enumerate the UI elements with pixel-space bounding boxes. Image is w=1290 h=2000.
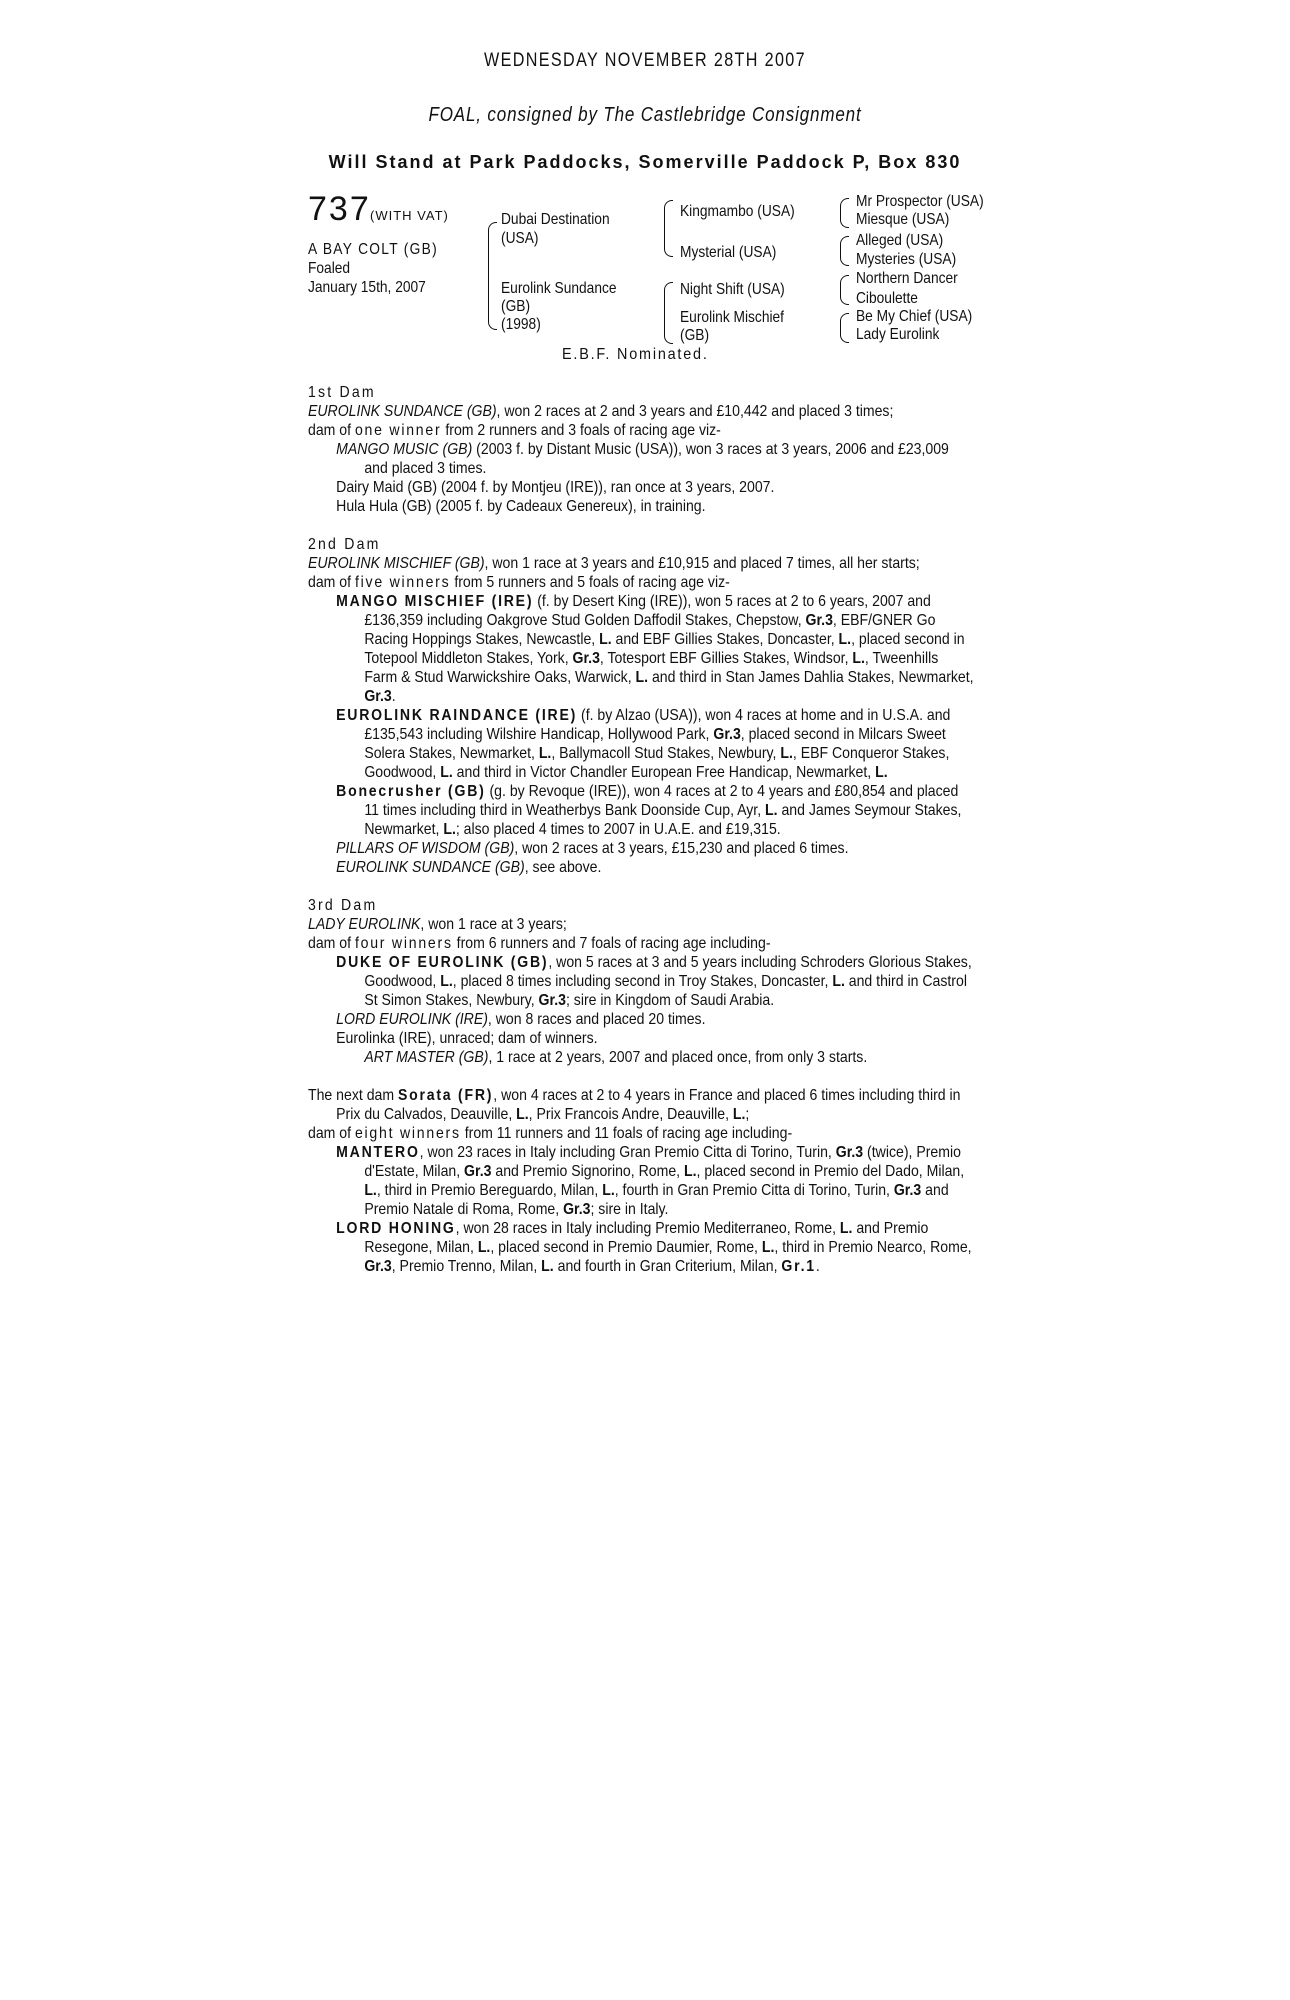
third-dam-line: LADY EUROLINK, won 1 race at 3 years; bbox=[308, 916, 567, 933]
second-dam-produce-4: PILLARS OF WISDOM (GB), won 2 races at 3 years, £15,230 and placed 6 times. bbox=[336, 840, 849, 857]
pedigree-brace-g3 bbox=[840, 275, 849, 305]
g1: Mr Prospector (USA) bbox=[856, 193, 984, 210]
sire-name: Dubai Destination bbox=[501, 211, 610, 228]
ebf-nominated: E.B.F. Nominated. bbox=[562, 346, 709, 363]
next-dam-produce-line: dam of eight winners from 11 runners and 11 foals of racing age including- bbox=[308, 1125, 793, 1142]
dam-sire: Night Shift (USA) bbox=[680, 281, 785, 298]
lot-number: 737 bbox=[308, 190, 371, 228]
first-dam-produce-line: dam of one winner from 2 runners and 3 foals of racing age viz- bbox=[308, 422, 721, 439]
third-dam-produce-line: dam of four winners from 6 runners and 7 foals of racing age including- bbox=[308, 935, 771, 952]
g3: Alleged (USA) bbox=[856, 232, 944, 249]
first-dam-heading: 1st Dam bbox=[308, 384, 376, 401]
second-dam-produce-3: Bonecrusher (GB) (g. by Revoque (IRE)), won 4 races at 2 to 4 years and £80,854 and placed 11 times including third in Weatherbys Bank Doonside Cup, Ayr, L. and James Seymour Stakes, Newmarket, L.; also placed 4 times to 2007 in U.A.E. and £19,315. bbox=[336, 783, 962, 838]
pedigree-brace-main bbox=[488, 222, 497, 330]
lot-description: A BAY COLT (GB) bbox=[308, 241, 438, 258]
next-dam-line: The next dam Sorata (FR), won 4 races at 2 to 4 years in France and placed 6 times including third in Prix du Calvados, Deauville, L., Prix Francois Andre, Deauville, L.; bbox=[308, 1087, 961, 1123]
second-dam-produce-2: EUROLINK RAINDANCE (IRE) (f. by Alzao (USA)), won 4 races at home and in U.S.A. and £135,543 including Wilshire Handicap, Hollywood Park, Gr.3, placed second in Milcars Sweet Solera Stakes, Newmarket, L., Ballymacoll Stud Stakes, Newbury, L., EBF Conqueror Stakes, Goodwood, L. and third in Victor Chandler European Free Handicap, Newmarket, L. bbox=[336, 707, 951, 781]
sire-dam: Mysterial (USA) bbox=[680, 244, 777, 261]
pedigree-brace-sire bbox=[664, 200, 673, 257]
pedigree-brace-g2 bbox=[840, 236, 849, 266]
third-dam-heading: 3rd Dam bbox=[308, 897, 378, 914]
dam-name: Eurolink Sundance bbox=[501, 280, 617, 297]
second-dam-produce-1: MANGO MISCHIEF (IRE) (f. by Desert King (IRE)), won 5 races at 2 to 6 years, 2007 and £136,359 including Oakgrove Stud Golden Daffodil Stakes, Chepstow, Gr.3, EBF/GNER Go Racing Hoppings Stakes, Newcastle, L. and EBF Gillies Stakes, Doncaster, L., placed second in Totepool Middleton Stakes, York, Gr.3, Totesport EBF Gillies Stakes, Windsor, L., Tweenhills Farm & Stud Warwickshire Oaks, Warwick, L. and third in Stan James Dahlia Stakes, Newmarket, Gr.3. bbox=[336, 593, 974, 705]
g2: Miesque (USA) bbox=[856, 211, 950, 228]
sire-country: (USA) bbox=[501, 230, 539, 247]
vat-note: (WITH VAT) bbox=[370, 208, 449, 223]
catalogue-body bbox=[308, 383, 974, 1276]
first-dam-produce-2: Dairy Maid (GB) (2004 f. by Montjeu (IRE)), ran once at 3 years, 2007. bbox=[336, 479, 775, 496]
next-dam-produce-2: LORD HONING, won 28 races in Italy including Premio Mediterraneo, Rome, L. and Premio Resegone, Milan, L., placed second in Premio Daumier, Rome, L., third in Premio Nearco, Rome, Gr.3, Premio Trenno, Milan, L. and fourth in Gran Criterium, Milan, Gr.1. bbox=[336, 1220, 972, 1275]
consignment-line: FOAL, consigned by The Castlebridge Consignment bbox=[428, 104, 862, 126]
second-dam-heading: 2nd Dam bbox=[308, 536, 381, 553]
dam-dam-country: (GB) bbox=[680, 327, 710, 344]
sale-date: WEDNESDAY NOVEMBER 28TH 2007 bbox=[484, 50, 806, 71]
next-dam-produce-1: MANTERO, won 23 races in Italy including Gran Premio Citta di Torino, Turin, Gr.3 (twice), Premio d'Estate, Milan, Gr.3 and Premio Signorino, Rome, L., placed second in Premio del Dado, Milan, L., third in Premio Bereguardo, Milan, L., fourth in Gran Premio Citta di Torino, Turin, Gr.3 and Premio Natale di Roma, Rome, Gr.3; sire in Italy. bbox=[336, 1144, 965, 1218]
first-dam-line: EUROLINK SUNDANCE (GB), won 2 races at 2 and 3 years and £10,442 and placed 3 times; bbox=[308, 403, 894, 420]
third-dam-produce-3-foal: ART MASTER (GB), 1 race at 2 years, 2007 and placed once, from only 3 starts. bbox=[364, 1049, 868, 1066]
first-dam-produce-3: Hula Hula (GB) (2005 f. by Cadeaux Genereux), in training. bbox=[336, 498, 706, 515]
first-dam-produce-1: MANGO MUSIC (GB) (2003 f. by Distant Music (USA)), won 3 races at 3 years, 2006 and £23,009 and placed 3 times. bbox=[336, 441, 949, 477]
second-dam-produce-5: EUROLINK SUNDANCE (GB), see above. bbox=[336, 859, 602, 876]
second-dam-line: EUROLINK MISCHIEF (GB), won 1 race at 3 years and £10,915 and placed 7 times, all her starts; bbox=[308, 555, 920, 572]
dam-year: (1998) bbox=[501, 316, 541, 333]
third-dam-produce-3: Eurolinka (IRE), unraced; dam of winners. bbox=[336, 1030, 598, 1047]
pedigree-brace-g4 bbox=[840, 313, 849, 343]
g4: Mysteries (USA) bbox=[856, 251, 957, 268]
stand-location: Will Stand at Park Paddocks, Somerville Paddock P, Box 830 bbox=[328, 152, 962, 172]
g8: Lady Eurolink bbox=[856, 326, 940, 343]
dam-country: (GB) bbox=[501, 298, 531, 315]
sire-sire: Kingmambo (USA) bbox=[680, 203, 795, 220]
dam-dam: Eurolink Mischief bbox=[680, 309, 785, 326]
second-dam-produce-line: dam of five winners from 5 runners and 5 foals of racing age viz- bbox=[308, 574, 730, 591]
g6: Ciboulette bbox=[856, 290, 918, 307]
pedigree-brace-dam bbox=[664, 282, 673, 344]
g5: Northern Dancer bbox=[856, 270, 958, 287]
g7: Be My Chief (USA) bbox=[856, 308, 973, 325]
foaled-date: January 15th, 2007 bbox=[308, 279, 426, 296]
third-dam-produce-1: DUKE OF EUROLINK (GB), won 5 races at 3 and 5 years including Schroders Glorious Stakes, Goodwood, L., placed 8 times including second in Troy Stakes, Doncaster, L. and third in Castrol St Simon Stakes, Newbury, Gr.3; sire in Kingdom of Saudi Arabia. bbox=[336, 954, 972, 1009]
foaled-label: Foaled bbox=[308, 260, 351, 277]
third-dam-produce-2: LORD EUROLINK (IRE), won 8 races and placed 20 times. bbox=[336, 1011, 706, 1028]
pedigree-brace-g1 bbox=[840, 198, 849, 228]
